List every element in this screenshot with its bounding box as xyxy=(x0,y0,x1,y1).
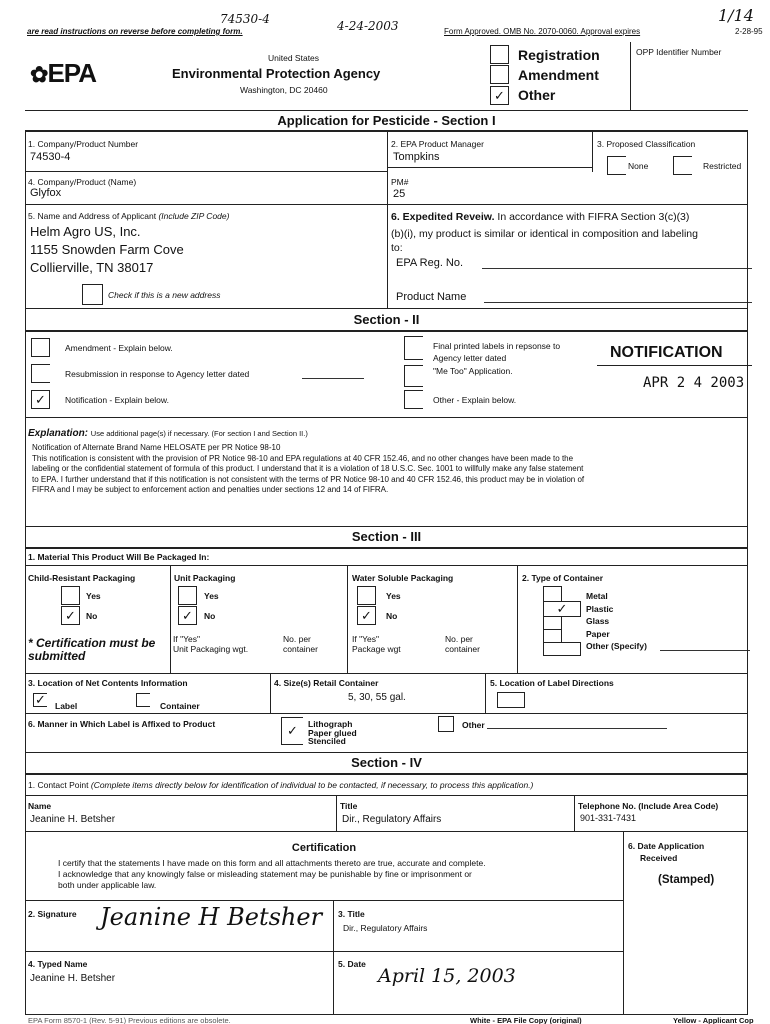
final-labels-label-2: Agency letter dated xyxy=(433,353,507,363)
explanation-heading: Explanation: Use additional page(s) if necessary. (For section I and Section II.) xyxy=(28,428,308,439)
contact-name-value[interactable]: Jeanine H. Betsher xyxy=(30,814,116,825)
explanation-line: This notification is consistent with the provision of PR Notice 98-10 and EPA regulations at 40 CFR 152.46, and no other changes have been made to the xyxy=(32,453,574,463)
ws-yes-label: Yes xyxy=(386,591,401,601)
retail-container-size-value[interactable]: 5, 30, 55 gal. xyxy=(348,692,406,703)
net-contents-container-checkbox[interactable] xyxy=(136,693,150,707)
applicant-address-line-3[interactable]: Collierville, TN 38017 xyxy=(30,260,154,275)
date-received-stamped: (Stamped) xyxy=(658,874,715,886)
resubmission-date-field[interactable] xyxy=(302,378,364,379)
approval-expiry: 2-28-95 xyxy=(735,27,763,36)
classification-none-checkbox[interactable] xyxy=(607,156,626,175)
typed-name-value[interactable]: Jeanine H. Betsher xyxy=(30,973,116,984)
retail-container-size-label: 4. Size(s) Retail Container xyxy=(274,678,379,688)
crp-no-checkbox[interactable]: ✓ xyxy=(61,606,80,625)
telephone-label: Telephone No. (Include Area Code) xyxy=(578,801,719,811)
container-metal-checkbox[interactable] xyxy=(543,586,562,602)
manner-other-checkbox[interactable] xyxy=(438,716,454,732)
epa-reg-no-field[interactable] xyxy=(482,268,752,269)
crp-yes-checkbox[interactable] xyxy=(61,586,80,605)
product-name-field[interactable] xyxy=(484,302,752,303)
date-value[interactable]: April 15, 2003 xyxy=(378,965,516,987)
final-labels-checkbox[interactable] xyxy=(404,336,423,360)
agency-small: United States xyxy=(268,53,320,63)
instructions-note: are read instructions on reverse before completing form. xyxy=(27,27,243,36)
epa-logo: ✿EPA xyxy=(30,58,96,88)
notification-label: Notification - Explain below. xyxy=(65,395,169,405)
final-labels-label-1: Final printed labels in repsonse to xyxy=(433,341,561,351)
net-contents-label-checkbox[interactable]: ✓ xyxy=(33,693,47,707)
unit-no-per-container: No. per container xyxy=(283,634,318,654)
signer-title-value[interactable]: Dir., Regulatory Affairs xyxy=(343,923,428,933)
agency-address: Washington, DC 20460 xyxy=(240,85,328,95)
unit-no-label: No xyxy=(204,611,216,621)
date-received-label: 6. Date Application Received xyxy=(628,841,705,863)
net-contents-container-option: Container xyxy=(160,701,200,711)
page-mark: 1/14 xyxy=(718,6,754,25)
other-checkbox[interactable]: ✓ xyxy=(490,86,509,105)
pm-number-value[interactable]: 25 xyxy=(393,188,406,200)
applicant-address-line-2[interactable]: 1155 Snowden Farm Cove xyxy=(30,242,184,257)
epa-product-manager-value[interactable]: Tompkins xyxy=(393,151,440,163)
container-paper-checkbox[interactable] xyxy=(543,629,562,643)
epa-product-manager-label: 2. EPA Product Manager xyxy=(391,139,484,149)
footer-form-number: EPA Form 8570-1 (Rev. 5-91) Previous editions are obsolete. xyxy=(28,1016,231,1024)
classification-restricted-label: Restricted xyxy=(703,161,742,171)
other-label: Other xyxy=(518,87,556,103)
handwritten-date: 4-24-2003 xyxy=(337,19,399,33)
child-resistant-label: Child-Resistant Packaging xyxy=(28,573,136,583)
epa-reg-no-label: EPA Reg. No. xyxy=(396,257,464,269)
handwritten-number: 74530-4 xyxy=(220,12,270,26)
ws-no-checkbox[interactable]: ✓ xyxy=(357,606,376,625)
explanation-line: labeling or the confidential statement of formula of this product. I understand that it is a violation of 18 U.S.C. Sec. 1001 to willfully make any false statement xyxy=(32,464,584,473)
container-other-field[interactable] xyxy=(660,650,750,651)
section-3-title: Section - III xyxy=(351,529,422,544)
amendment-label: Amendment xyxy=(518,67,599,83)
typed-name-label: 4. Typed Name xyxy=(28,959,88,969)
label-directions-location-label: 5. Location of Label Directions xyxy=(490,678,614,688)
ws-if-yes: If "Yes" Package wgt xyxy=(352,634,401,654)
signature-value[interactable]: Jeanine H Betsher xyxy=(100,903,323,931)
product-name-label: Product Name xyxy=(396,291,467,303)
explanation-line: FIFRA and I may be subject to enforcement action and penalties under sections 12 and 14 of FIFRA. xyxy=(32,485,389,494)
resubmission-label: Resubmission in response to Agency letter dated xyxy=(65,369,250,379)
unit-yes-label: Yes xyxy=(204,591,219,601)
water-soluble-label: Water Soluble Packaging xyxy=(352,573,454,583)
certification-required-note: * Certification must be submitted xyxy=(28,636,156,663)
company-product-name-label: 4. Company/Product (Name) xyxy=(28,177,137,187)
unit-no-checkbox[interactable]: ✓ xyxy=(178,606,197,625)
proposed-classification-label: 3. Proposed Classification xyxy=(597,139,696,149)
crp-yes-label: Yes xyxy=(86,591,101,601)
ws-no-label: No xyxy=(386,611,398,621)
opp-identifier-label: OPP Identifier Number xyxy=(636,47,722,57)
expedited-review-text-2: (b)(i), my product is similar or identical in composition and labeling xyxy=(391,228,698,240)
unit-if-yes: If "Yes" Unit Packaging wgt. xyxy=(173,634,249,654)
company-product-number-label: 1. Company/Product Number xyxy=(28,139,139,149)
ws-no-per-container: No. per container xyxy=(445,634,480,654)
manner-options: Lithograph Paper glued Stenciled xyxy=(308,719,357,746)
agency-name: Environmental Protection Agency xyxy=(172,66,381,81)
other-explain-label: Other - Explain below. xyxy=(433,395,517,405)
net-contents-label-option: Label xyxy=(55,701,78,711)
explanation-line: to EPA. I further understand that if this notification is not consistent with the terms of PR Notice 98-10 and 40 CFR 152.46, this product may be in violation of xyxy=(32,474,585,484)
container-type-label: 2. Type of Container xyxy=(522,573,604,583)
ws-yes-checkbox[interactable] xyxy=(357,586,376,605)
label-directions-checkbox[interactable] xyxy=(497,692,525,708)
contact-title-label: Title xyxy=(340,801,358,811)
container-glass-checkbox[interactable] xyxy=(543,616,562,630)
expedited-review-text-3: to: xyxy=(391,242,403,254)
label-affixed-label: 6. Manner in Which Label is Affixed to Product xyxy=(28,719,216,729)
signature-label: 2. Signature xyxy=(28,909,77,919)
notification-stamp-date: APR 2 4 2003 xyxy=(643,375,745,391)
me-too-checkbox[interactable] xyxy=(404,365,423,387)
expedited-review-text-1: 6. Expedited Reveiw. In accordance with FIFRA Section 3(c)(3) xyxy=(391,211,690,223)
explanation-line: Notification of Alternate Brand Name HELOSATE per PR Notice 98-10 xyxy=(32,443,281,452)
pm-number-label: PM# xyxy=(391,177,409,187)
contact-point-label: 1. Contact Point (Complete items directly below for identification of individual to be contacted, if necessary, to process this application.) xyxy=(28,780,534,790)
net-contents-location-label: 3. Location of Net Contents Information xyxy=(28,678,188,688)
notification-checkbox[interactable]: ✓ xyxy=(31,390,50,409)
omb-approval: Form Approved. OMB No. 2070-0060. Approval expires xyxy=(444,27,641,36)
certification-title: Certification xyxy=(291,842,357,854)
explanation-text xyxy=(32,443,752,496)
other-explain-checkbox[interactable] xyxy=(404,390,423,409)
contact-title-value[interactable]: Dir., Regulatory Affairs xyxy=(342,814,442,825)
manner-checkbox[interactable]: ✓ xyxy=(281,717,303,745)
registration-label: Registration xyxy=(518,47,600,63)
amendment-checkbox[interactable] xyxy=(490,65,509,84)
container-other-checkbox[interactable] xyxy=(543,642,581,656)
classification-restricted-checkbox[interactable] xyxy=(673,156,692,175)
section-2-title: Section - II xyxy=(353,312,420,327)
epa-flower-icon: ✿ xyxy=(30,62,48,87)
contact-name-label: Name xyxy=(28,801,52,811)
crp-no-label: No xyxy=(86,611,98,621)
amendment-explain-label: Amendment - Explain below. xyxy=(65,343,173,353)
company-product-number-value[interactable]: 74530-4 xyxy=(30,151,71,163)
signer-title-label: 3. Title xyxy=(338,909,365,919)
new-address-label: Check if this is a new address xyxy=(108,290,221,300)
company-product-name-value[interactable]: Glyfox xyxy=(30,187,62,199)
container-options: Metal Plastic Glass Paper Other (Specify) xyxy=(586,591,647,651)
registration-checkbox[interactable] xyxy=(490,45,509,64)
classification-none-label: None xyxy=(628,161,649,171)
resubmission-checkbox[interactable] xyxy=(31,364,50,383)
section-1-title: Application for Pesticide - Section I xyxy=(277,113,496,128)
certification-text: I certify that the statements I have made on this form and all attachments thereto are true, accurate and complete. I acknowledge that any knowingly false or misleading statement may be punishable by fine or imprisonment or both under applicable law. xyxy=(58,858,486,890)
amendment-explain-checkbox[interactable] xyxy=(31,338,50,357)
unit-yes-checkbox[interactable] xyxy=(178,586,197,605)
telephone-value[interactable]: 901-331-7431 xyxy=(580,813,637,823)
date-label: 5. Date xyxy=(338,959,366,969)
notification-stamp-title: NOTIFICATION xyxy=(610,344,723,361)
manner-other-label: Other xyxy=(462,720,485,730)
applicant-address-line-1[interactable]: Helm Agro US, Inc. xyxy=(30,224,141,239)
applicant-address-label: 5. Name and Address of Applicant (Include ZIP Code) xyxy=(28,211,230,221)
section-4-title: Section - IV xyxy=(351,755,422,770)
material-packaged-label: 1. Material This Product Will Be Packaged In: xyxy=(28,552,210,562)
footer-yellow-copy: Yellow - Applicant Cop xyxy=(673,1016,754,1024)
container-plastic-checkbox[interactable]: ✓ xyxy=(543,601,581,617)
new-address-checkbox[interactable] xyxy=(82,284,103,305)
unit-packaging-label: Unit Packaging xyxy=(174,573,236,583)
footer-white-copy: White - EPA File Copy (original) xyxy=(470,1016,582,1024)
me-too-label: "Me Too" Application. xyxy=(433,366,513,376)
manner-other-field[interactable] xyxy=(487,728,667,729)
